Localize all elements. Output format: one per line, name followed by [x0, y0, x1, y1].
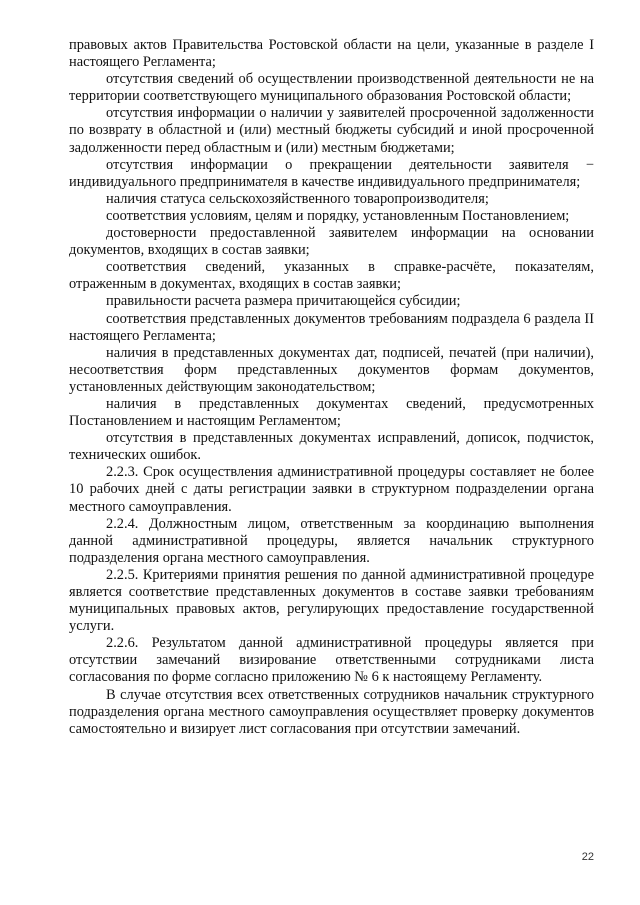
list-item: наличия статуса сельскохозяйственного товаропроизводителя; [106, 190, 489, 207]
list-item: отсутствия в представленных документах исправлений, дописок, подчисток, технических ошибок. [69, 430, 594, 464]
paragraph-continuation: правовых актов Правительства Ростовской области на цели, указанные в разделе I настоящего Регламента; [69, 37, 594, 71]
clause-2-2-3: 2.2.3. Срок осуществления административной процедуры составляет не более 10 рабочих дней с даты регистрации заявки в структурном подразделении органа местного самоуправления. [69, 464, 594, 515]
list-item: отсутствия информации о прекращении деятельности заявителя − индивидуального предпринимателя в качестве индивидуального предпринимателя; [69, 156, 594, 190]
list-item: наличия в представленных документах сведений, предусмотренных Постановлением и настоящим Регламентом; [69, 395, 594, 430]
list-item: соответствия представленных документов требованиям подраздела 6 раздела II настоящего Регламента; [69, 310, 594, 344]
clause-2-2-5: 2.2.5. Критериями принятия решения по данной административной процедуре является соответствие представленных документов в составе заявки требованиям муниципальных правовых актов, регулирующих предоставление государственной услуги. [69, 566, 594, 635]
list-item: правильности расчета размера причитающейся субсидии; [106, 293, 461, 310]
list-item: соответствия сведений, указанных в справке-расчёте, показателям, отраженным в документах, входящих в состав заявки; [69, 259, 594, 293]
clause-2-2-4: 2.2.4. Должностным лицом, ответственным за координацию выполнения данной административной процедуры, является начальник структурного подразделения органа местного самоуправления. [69, 515, 594, 566]
document-body [69, 37, 594, 738]
clause-2-2-6: 2.2.6. Результатом данной административной процедуры является при отсутствии замечаний визирование ответственными сотрудниками листа согласования по форме согласно приложению № 6 к настоящему Регламенту. [69, 635, 594, 686]
list-item: наличия в представленных документах дат, подписей, печатей (при наличии), несоответствия форм представленных документов формам документов, установленных действующим законодательством; [69, 344, 594, 395]
page-number: 22 [581, 851, 594, 863]
list-item: достоверности предоставленной заявителем информации на основании документов, входящих в состав заявки; [69, 225, 594, 259]
paragraph: В случае отсутствия всех ответственных сотрудников начальник структурного подразделения органа местного самоуправления осуществляет проверку документов самостоятельно и визирует лист согласования при отсутствии замечаний. [69, 686, 594, 737]
list-item: отсутствия информации о наличии у заявителей просроченной задолженности по возврату в областной и (или) местный бюджеты субсидий и иной просроченной задолженности перед областным и (или) местным бюджетами; [69, 105, 594, 156]
list-item: отсутствия сведений об осуществлении производственной деятельности не на территории соответствующего муниципального образования Ростовской области; [69, 71, 594, 105]
list-item: соответствия условиям, целям и порядку, установленным Постановлением; [106, 207, 570, 224]
